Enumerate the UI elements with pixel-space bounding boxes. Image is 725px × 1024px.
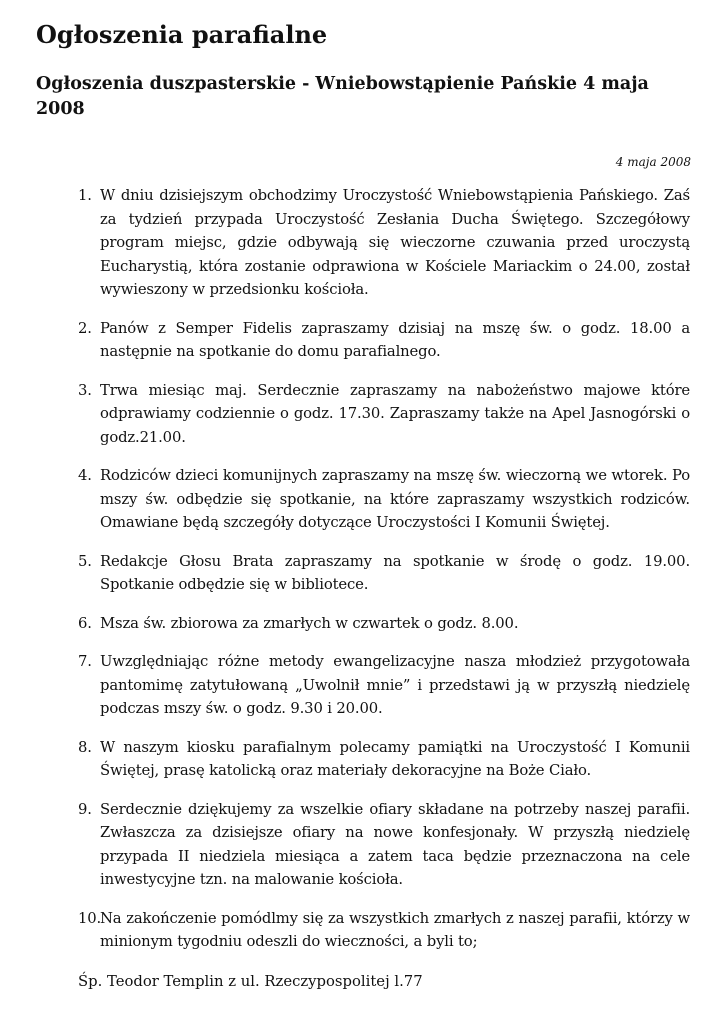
item-number: 1. <box>78 187 92 204</box>
list-item <box>78 798 690 892</box>
item-text: Serdecznie dziękujemy za wszelkie ofiary składane na potrzeby naszej parafii. Zwłaszcza za dzisiejsze ofiary na nowe konfesjonały. W przyszłą niedzielę przypada II niedziela miesiąca a zatem taca będzie przeznaczona na cele inwestycyjne tzn. na malowanie kościoła. <box>100 800 690 888</box>
item-text: Rodziców dzieci komunijnych zapraszamy na mszę św. wieczorną we wtorek. Po mszy św. odbędzie się spotkanie, na które zapraszamy wszystkich rodziców. Omawiane będą szczegóły dotyczące Uroczystości I Komunii Świętej. <box>100 467 690 531</box>
item-text: Uwzględniając różne metody ewangelizacyjne nasza młodzież przygotowała pantomimę zatytułowaną „Uwolnił mnie” i przedstawi ją w przyszłą niedzielę podczas mszy św. o godz. 9.30 i 20.00. <box>100 653 690 717</box>
list-item <box>78 736 690 783</box>
item-text: Redakcje Głosu Brata zapraszamy na spotkanie w środę o godz. 19.00. Spotkanie odbędzie się w bibliotece. <box>100 552 690 593</box>
item-number: 3. <box>78 381 92 399</box>
announcements-list <box>78 184 690 969</box>
item-number: 2. <box>78 319 92 337</box>
item-number: 9. <box>78 800 92 818</box>
item-text: Na zakończenie pomódlmy się za wszystkich zmarłych z naszej parafii, którzy w minionym tygodniu odeszli do wieczności, a byli to; <box>100 909 690 950</box>
item-text: W dniu dzisiejszym obchodzimy Uroczystość Wniebowstąpienia Pańskiego. Zaś za tydzień przypada Uroczystość Zesłania Ducha Świętego. Szczegółowy program miejsc, gdzie odbywają się wieczorne czuwania przed uroczystą Eucharystią, która zostanie odprawiona w Kościele Mariackim o 24.00, został wywieszony w przedsionku kościoła. <box>100 187 690 298</box>
item-text: W naszym kiosku parafialnym polecamy pamiątki na Uroczystość I Komunii Świętej, prasę katolicką oraz materiały dekoracyjne na Boże Ciało. <box>100 738 690 779</box>
publication-date: 4 maja 2008 <box>615 155 691 169</box>
list-item <box>78 612 690 636</box>
item-text: Trwa miesiąc maj. Serdecznie zapraszamy na nabożeństwo majowe które odprawiamy codziennie o godz. 17.30. Zapraszamy także na Apel Jasnogórski o godz.21.00. <box>100 381 690 446</box>
item-number: 6. <box>78 614 92 632</box>
deceased-entry: Śp. Teodor Templin z ul. Rzeczypospolitej l.77 <box>78 973 423 990</box>
item-text: Msza św. zbiorowa za zmarłych w czwartek o godz. 8.00. <box>100 614 519 632</box>
page-subtitle: Ogłoszenia duszpasterskie - Wniebowstąpienie Pańskie 4 maja 2008 <box>36 74 649 119</box>
list-item <box>78 184 690 302</box>
item-number: 5. <box>78 552 92 570</box>
list-item <box>78 907 690 954</box>
list-item <box>78 550 690 597</box>
list-item <box>78 379 690 450</box>
item-number: 10. <box>78 909 102 927</box>
page-title: Ogłoszenia parafialne <box>36 20 328 49</box>
item-number: 7. <box>78 653 92 670</box>
item-text: Panów z Semper Fidelis zapraszamy dzisiaj na mszę św. o godz. 18.00 a następnie na spotkanie do domu parafialnego. <box>100 319 690 360</box>
list-item <box>78 650 690 721</box>
list-item <box>78 317 690 364</box>
list-item <box>78 464 690 535</box>
item-number: 8. <box>78 738 92 756</box>
item-number: 4. <box>78 467 92 484</box>
